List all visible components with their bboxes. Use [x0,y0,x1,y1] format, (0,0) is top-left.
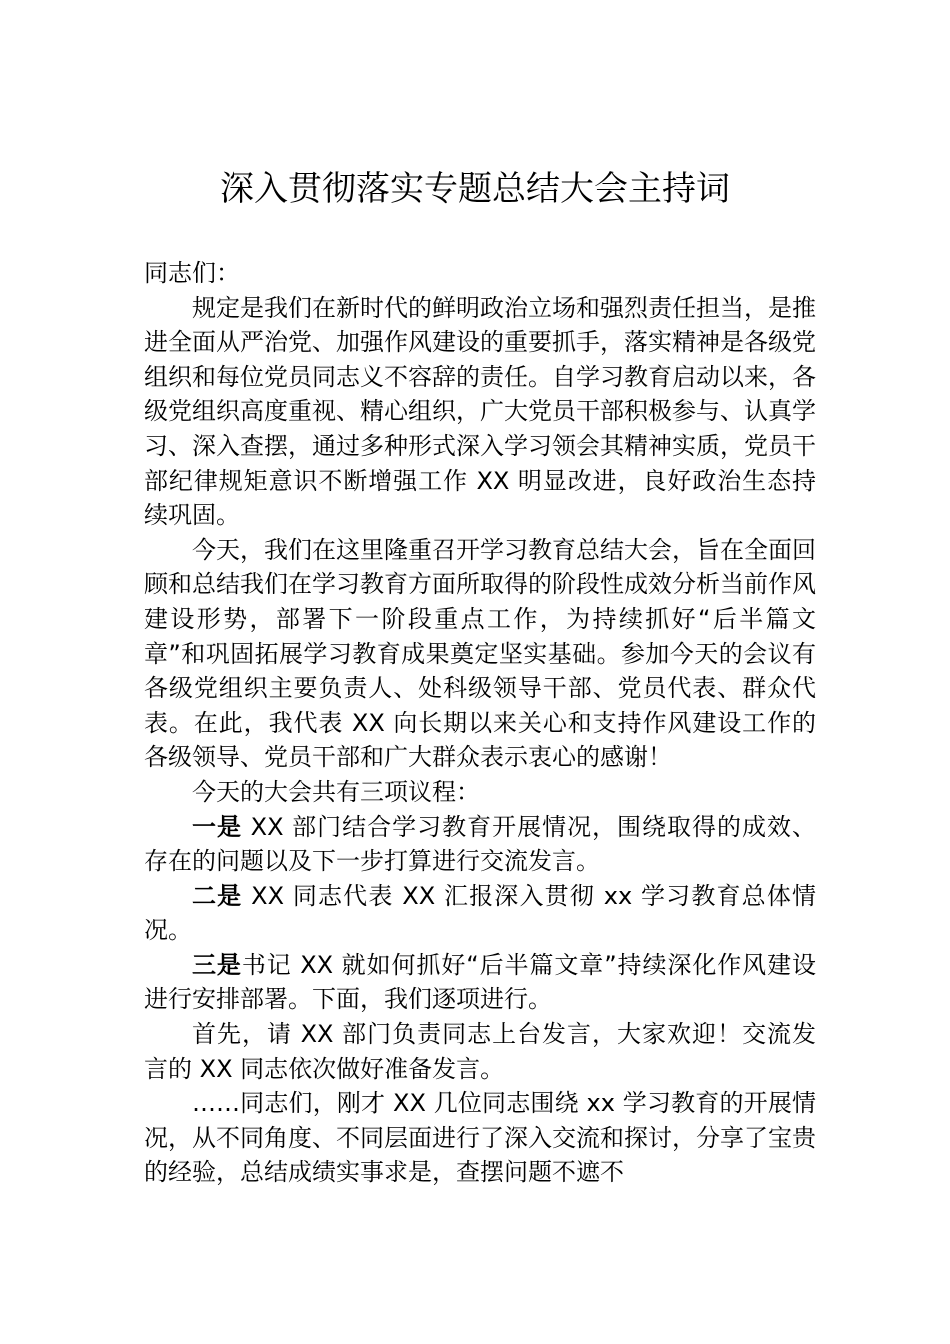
paragraph-text: 今天的大会共有三项议程： [192,777,480,806]
agenda-item-lead: 一是 [192,812,242,841]
paragraph-text: 首先，请 XX 部门负责同志上台发言，大家欢迎！交流发言的 XX 同志依次做好准备发言。 [144,1020,816,1083]
agenda-item-2 [144,879,816,948]
paragraph-1 [144,291,816,533]
agenda-item-lead: 二是 [192,881,243,910]
paragraph-text: 今天，我们在这里隆重召开学习教育总结大会，旨在全面回顾和总结我们在学习教育方面所取得的阶段性成效分析当前作风建设形势，部署下一阶段重点工作，为持续抓好“后半篇文章”和巩固拓展学习教育成果奠定坚实基础。参加今天的会议有各级党组织主要负责人、处科级领导干部、党员代表、群众代表。在此，我代表 XX 向长期以来关心和支持作风建设工作的各级领导、党员干部和广大群众表示衷心的感谢！ [144,535,816,772]
document-title: 深入贯彻落实专题总结大会主持词 [220,169,730,209]
paragraph-4 [144,1086,816,1190]
agenda-item-text: 书记 XX 就如何抓好“后半篇文章”持续深化作风建设进行安排部署。下面，我们逐项进行。 [144,950,816,1014]
paragraph-2 [144,533,816,775]
agenda-item-3 [144,948,816,1017]
salutation: 同志们： [144,259,240,287]
paragraph-agenda-intro [144,775,816,810]
agenda-item-text: XX 同志代表 XX 汇报深入贯彻 xx 学习教育总体情况。 [144,881,816,945]
agenda-item-text: XX 部门结合学习教育开展情况，围绕取得的成效、存在的问题以及下一步打算进行交流发言。 [144,812,817,876]
paragraph-text: 规定是我们在新时代的鲜明政治立场和强烈责任担当，是推进全面从严治党、加强作风建设的重要抓手，落实精神是各级党组织和每位党员同志义不容辞的责任。自学习教育启动以来，各级党组织高度重视、精心组织，广大党员干部积极参与、认真学习、深入查摆，通过多种形式深入学习领会其精神实质，党员干部纪律规矩意识不断增强工作 XX 明显改进，良好政治生态持续巩固。 [144,293,816,530]
agenda-item-1 [144,810,816,879]
agenda-item-lead: 三是 [192,950,242,979]
paragraph-3 [144,1017,816,1086]
paragraph-text: ……同志们，刚才 XX 几位同志围绕 xx 学习教育的开展情况，从不同角度、不同层面进行了深入交流和探讨，分享了宝贵的经验，总结成绩实事求是，查摆问题不遮不 [144,1089,816,1187]
document-body [144,256,816,1190]
